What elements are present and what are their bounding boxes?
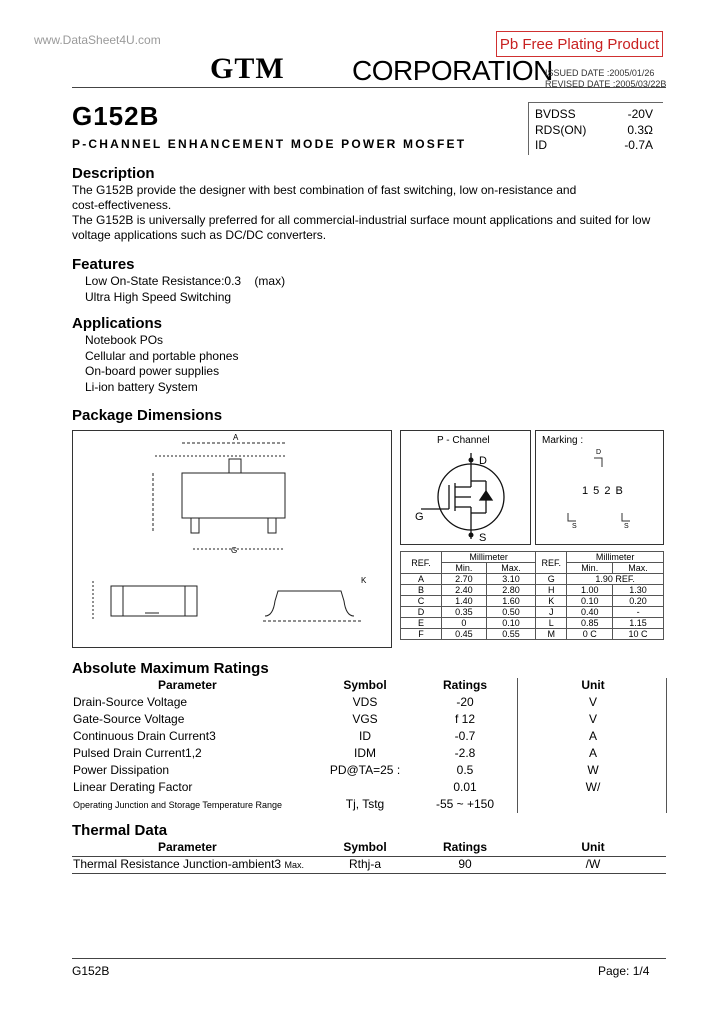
cell: 0.10 xyxy=(567,596,613,607)
key-specs xyxy=(528,102,663,155)
watermark: www.DataSheet4U.com xyxy=(34,33,161,47)
spec-value: 0.3Ω xyxy=(627,123,653,137)
abs-max-table xyxy=(73,678,667,814)
cell: 1.30 xyxy=(613,585,664,596)
table-row xyxy=(401,618,664,629)
cell: B xyxy=(401,585,442,596)
param: Operating Junction and Storage Temperature Range xyxy=(73,800,282,810)
header-ref: REF. xyxy=(401,552,442,574)
spec-value: -20V xyxy=(627,107,653,121)
schematic-title: P - Channel xyxy=(437,435,490,446)
issued-date: ISSUED DATE :2005/01/26 xyxy=(545,68,655,78)
cell: G xyxy=(536,574,567,585)
table-row xyxy=(401,607,664,618)
symbol: Rthj-a xyxy=(348,857,381,871)
cell: E xyxy=(401,618,442,629)
marking-pin-s-left: S xyxy=(572,523,577,530)
p-channel-mosfet-symbol xyxy=(401,431,530,544)
unit: /W xyxy=(585,857,601,871)
cell: 0.10 xyxy=(486,618,536,629)
pin-d-label: D xyxy=(479,455,487,467)
rating: -0.7 xyxy=(454,729,476,743)
cell: 1.60 xyxy=(486,596,536,607)
spec-label: BVDSS xyxy=(535,107,576,121)
param: Continuous Drain Current3 xyxy=(73,729,216,743)
rating: 90 xyxy=(458,857,472,871)
header-unit: Unit xyxy=(581,678,605,692)
package-heading: Package Dimensions xyxy=(72,407,223,424)
unit: V xyxy=(588,712,597,726)
cell: 0.45 xyxy=(442,629,487,640)
marking-title: Marking : xyxy=(542,435,584,446)
rating: -2.8 xyxy=(454,746,476,760)
rating: -20 xyxy=(456,695,474,709)
cell: 0.50 xyxy=(486,607,536,618)
table-row xyxy=(401,574,664,585)
spec-value: -0.7A xyxy=(624,138,653,152)
header-symbol: Symbol xyxy=(343,840,387,854)
spec-id xyxy=(535,138,659,152)
marking-code: 1 5 2 B xyxy=(582,485,624,497)
revised-date: REVISED DATE :2005/03/22B xyxy=(545,79,667,89)
cell: F xyxy=(401,629,442,640)
unit: A xyxy=(588,746,597,760)
header-min: Min. xyxy=(567,563,613,574)
table-row xyxy=(73,857,667,874)
description-heading: Description xyxy=(72,165,155,182)
part-number: G152B xyxy=(72,101,160,131)
cell: 2.80 xyxy=(486,585,536,596)
company-name: CORPORATION xyxy=(352,55,553,86)
table-row xyxy=(73,763,667,780)
features-list xyxy=(85,274,285,305)
cell: 1.15 xyxy=(613,618,664,629)
param-max: Max. xyxy=(284,860,304,870)
table-row xyxy=(73,729,667,746)
dimensions-table xyxy=(400,551,664,640)
cell: 0.55 xyxy=(486,629,536,640)
header-parameter: Parameter xyxy=(158,840,217,854)
table-row xyxy=(73,797,667,814)
unit: A xyxy=(588,729,597,743)
marking-pin-s-right: S xyxy=(624,523,629,530)
description-line: voltage applications such as DC/DC converters. xyxy=(72,228,327,242)
abs-max-heading: Absolute Maximum Ratings xyxy=(72,660,269,677)
description-line: The G152B is universally preferred for all commercial-industrial surface mount applications and suited for low xyxy=(72,213,651,227)
unit: W/ xyxy=(585,780,601,794)
cell: D xyxy=(401,607,442,618)
footer-page: Page: 1/4 xyxy=(598,964,650,978)
header-symbol: Symbol xyxy=(343,678,387,692)
symbol: VGS xyxy=(352,712,378,726)
marking-box xyxy=(535,430,664,545)
table-row xyxy=(73,695,667,712)
applications-list xyxy=(85,333,238,395)
cell: 2.40 xyxy=(442,585,487,596)
cell: 1.40 xyxy=(442,596,487,607)
cell: 10 C xyxy=(613,629,664,640)
cell: A xyxy=(401,574,442,585)
list-item: Li-ion battery System xyxy=(85,379,198,394)
thermal-heading: Thermal Data xyxy=(72,822,168,839)
drawing-label-k: K xyxy=(361,576,367,585)
rating: 0.5 xyxy=(456,763,474,777)
table-header-row xyxy=(73,840,667,857)
header-parameter: Parameter xyxy=(158,678,217,692)
param xyxy=(73,857,304,871)
drawing-label-a: A xyxy=(233,433,239,442)
cell: L xyxy=(536,618,567,629)
param: Gate-Source Voltage xyxy=(73,712,185,726)
cell: 0.85 xyxy=(567,618,613,629)
list-item: Low On-State Resistance:0.3 (max) xyxy=(85,274,286,288)
symbol: ID xyxy=(359,729,371,743)
thermal-table xyxy=(73,840,667,874)
table-header-row xyxy=(401,552,664,563)
package-outline-drawing xyxy=(73,431,391,647)
part-subtitle: P-CHANNEL ENHANCEMENT MODE POWER MOSFET xyxy=(72,137,467,151)
cell: 1.90 REF. xyxy=(567,574,664,585)
header-max: Max. xyxy=(613,563,664,574)
cell: 2.70 xyxy=(442,574,487,585)
header-unit: Unit xyxy=(581,840,605,854)
spec-rdson xyxy=(535,123,659,137)
unit: W xyxy=(587,763,599,777)
table-header-row xyxy=(73,678,667,695)
header-ratings: Ratings xyxy=(442,840,487,854)
package-drawing xyxy=(72,430,392,648)
pin-g-label: G xyxy=(415,511,424,523)
rating: f 12 xyxy=(454,712,475,726)
param-text: Thermal Resistance Junction-ambient3 xyxy=(73,857,282,871)
list-item: On-board power supplies xyxy=(85,364,220,378)
description-text xyxy=(72,183,672,243)
footer-part: G152B xyxy=(72,964,110,978)
header-max: Max. xyxy=(486,563,536,574)
header-ref: REF. xyxy=(536,552,567,574)
pb-free-badge: Pb Free Plating Product xyxy=(496,31,663,57)
pin-s-label: S xyxy=(479,532,487,544)
cell: M xyxy=(536,629,567,640)
unit: V xyxy=(588,695,597,709)
header-ratings: Ratings xyxy=(442,678,487,692)
cell: 0.35 xyxy=(442,607,487,618)
drawing-label-g: G xyxy=(231,546,238,555)
cell: J xyxy=(536,607,567,618)
cell: - xyxy=(613,607,664,618)
param: Linear Derating Factor xyxy=(73,780,193,794)
cell: K xyxy=(536,596,567,607)
footer-divider xyxy=(72,958,666,959)
table-row xyxy=(73,746,667,763)
cell: 0.40 xyxy=(567,607,613,618)
list-item: Cellular and portable phones xyxy=(85,348,239,363)
header-divider xyxy=(72,87,666,88)
table-row xyxy=(401,585,664,596)
symbol: VDS xyxy=(352,695,378,709)
cell: 3.10 xyxy=(486,574,536,585)
list-item: Ultra High Speed Switching xyxy=(85,289,232,304)
spec-label: ID xyxy=(535,138,547,152)
table-row xyxy=(73,712,667,729)
table-row xyxy=(401,629,664,640)
header-mm: Millimeter xyxy=(567,552,664,563)
symbol: IDM xyxy=(354,746,376,760)
header-min: Min. xyxy=(442,563,487,574)
description-line: cost-effectiveness. xyxy=(72,198,172,212)
cell: 0.20 xyxy=(613,596,664,607)
symbol: Tj, Tstg xyxy=(345,797,385,811)
table-row xyxy=(73,780,667,797)
features-heading: Features xyxy=(72,256,135,273)
param: Pulsed Drain Current1,2 xyxy=(73,746,202,760)
table-row xyxy=(401,596,664,607)
param: Power Dissipation xyxy=(73,763,170,777)
spec-bvdss xyxy=(535,107,659,121)
cell: H xyxy=(536,585,567,596)
param: Drain-Source Voltage xyxy=(73,695,188,709)
cell: 0 xyxy=(442,618,487,629)
company-logo: GTM xyxy=(210,52,285,85)
header-mm: Millimeter xyxy=(442,552,536,563)
list-item: Notebook POs xyxy=(85,333,164,347)
marking-pin-d: D xyxy=(596,449,602,456)
symbol: PD@TA=25 : xyxy=(329,763,401,777)
rating: -55 ~ +150 xyxy=(435,797,495,811)
applications-heading: Applications xyxy=(72,315,163,332)
schematic-box xyxy=(400,430,531,545)
rating: 0.01 xyxy=(453,780,477,794)
cell: 1.00 xyxy=(567,585,613,596)
description-line: The G152B provide the designer with best combination of fast switching, low on-resistance and xyxy=(72,183,577,197)
cell: 0 C xyxy=(567,629,613,640)
cell: C xyxy=(401,596,442,607)
spec-label: RDS(ON) xyxy=(535,123,587,137)
